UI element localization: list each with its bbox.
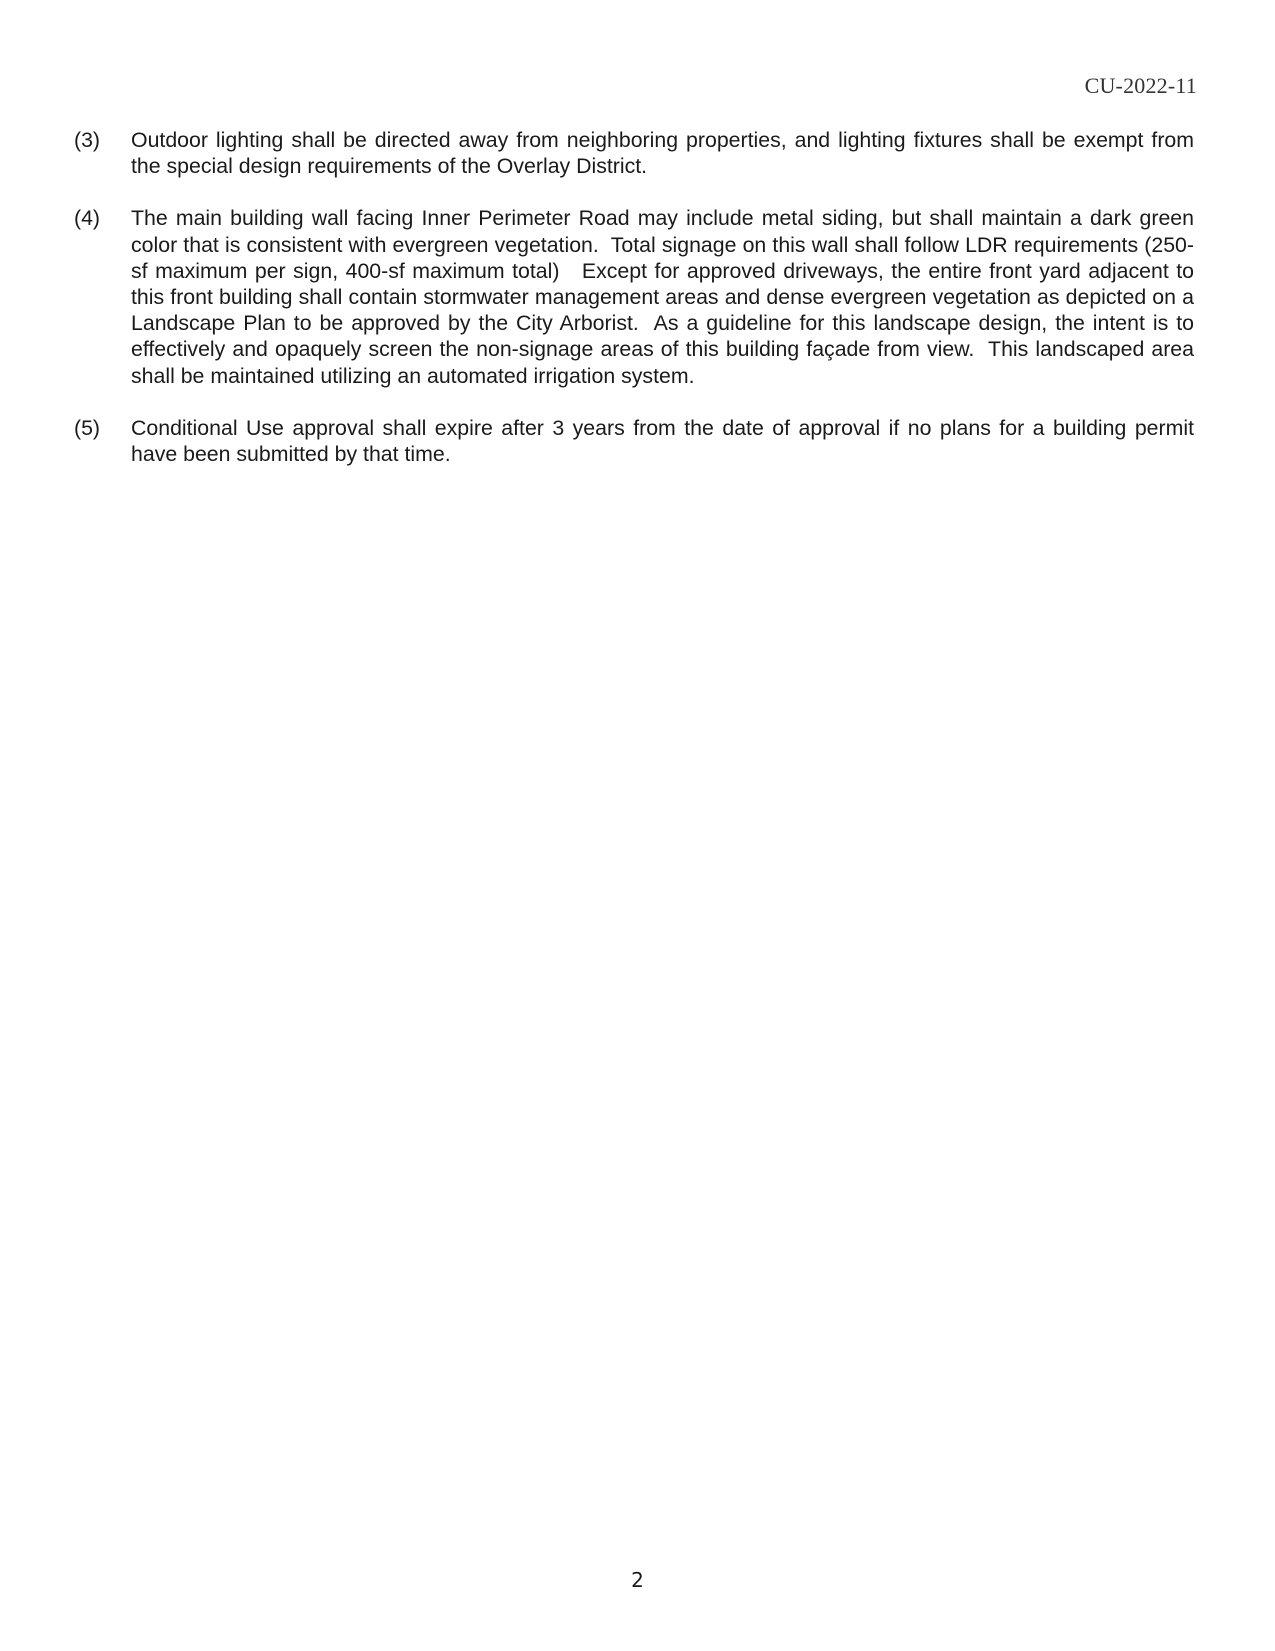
case-number: CU-2022-11 [1084,73,1197,98]
condition-item [74,415,1198,467]
page-number: 2 [631,1568,644,1592]
condition-number: (5) [74,415,101,440]
condition-item [74,127,1198,179]
condition-number: (4) [74,206,101,231]
condition-text: Conditional Use approval shall expire after 3 years from the date of approval if no plans for a building permit have been submitted by that time. [131,415,1200,467]
condition-text: The main building wall facing Inner Perimeter Road may include metal siding, but shall maintain a dark green color that is consistent with evergreen vegetation. Total signage on this wall shall follow LDR requirements (250-sf maximum per sign, 400-sf maximum total) Except for approved driveways, the entire front yard adjacent to this front building shall contain stormwater management areas and dense evergreen vegetation as depicted on a Landscape Plan to be approved by the City Arborist. As a guideline for this landscape design, the intent is to effectively and opaquely screen the non-signage areas of this building façade from view. This landscaped area shall be maintained utilizing an automated irrigation system. [131,206,1200,388]
conditions-list [74,127,1198,493]
condition-text: Outdoor lighting shall be directed away from neighboring properties, and lighting fixtures shall be exempt from the special design requirements of the Overlay District. [131,128,1200,179]
condition-number: (3) [74,128,101,152]
condition-item [74,205,1198,388]
